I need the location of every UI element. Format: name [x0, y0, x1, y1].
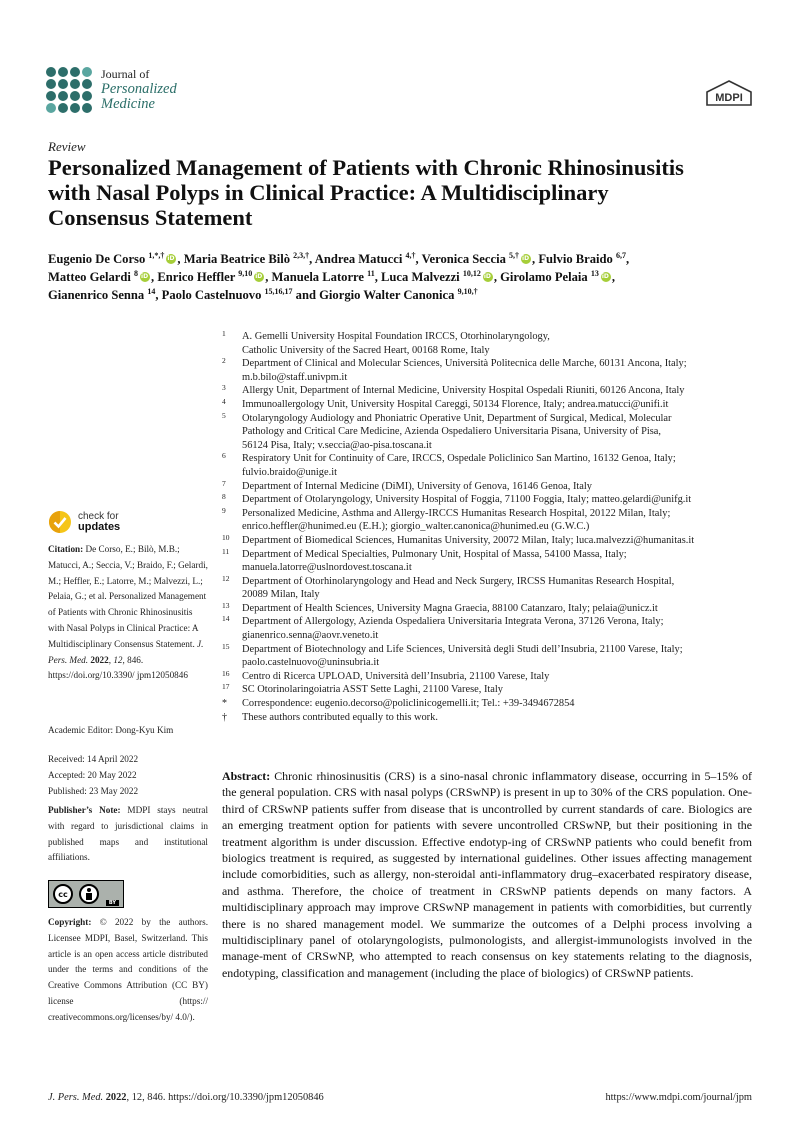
author-list: Eugenio De Corso $^{1,*,\dagger}$iD , Maria Beatrice Bilò $^{2,3,\dagger}$, Andrea Matucci $^{4,\dagger}$, Veronica Seccia $^{5,\dagger}$iD , Fulvio Braido $^{6,7}$, Matteo Gelardi $^8$iD , Enrico Heffler $^{9,10}$iD , Manuela Latorre $^{11}$, Luca Malvezzi $^{10,12}$iD , Girolamo Pelaia $^{13}$iD , Gianenrico Senna $^{14}$, Paolo Castelnuovo $^{15,16,17}$ and Giorgio Walter Canonica $^{9,10,\dagger}$: [48, 250, 748, 304]
orcid-icon[interactable]: [140, 272, 150, 282]
affiliation-line: Department of Biotechnology and Life Sciences, Università degli Studi dell’Insubria, 21100 Varese, Italy;: [242, 643, 683, 655]
affiliation-line: Department of Otolaryngology, University Hospital of Foggia, 71100 Foggia, Italy; matteo.gelardi@unifg.it: [242, 494, 692, 506]
orcid-icon[interactable]: [483, 272, 493, 282]
citation-year: 2022: [90, 654, 109, 665]
journal-name-line1: Journal of: [101, 67, 150, 81]
orcid-icon[interactable]: [166, 254, 176, 264]
author-affiliation-marker: 11: [367, 268, 375, 278]
author-name: Giorgio Walter Canonica: [319, 288, 458, 302]
author-affiliation-marker: 4,†: [405, 250, 416, 260]
affiliation-line: These authors contributed equally to this work.: [242, 711, 438, 723]
affiliation-number: *: [222, 698, 227, 710]
copyright-notice: [48, 915, 208, 1026]
affiliation-number: 15: [222, 641, 230, 651]
author-name: Maria Beatrice Bilò: [183, 252, 294, 266]
affiliation-line: A. Gemelli University Hospital Foundation IRCCS, Otorhinolaryngology,: [242, 331, 550, 342]
affiliation-item: [222, 330, 752, 357]
affiliation-item: [222, 697, 752, 711]
affiliation-item: [222, 493, 752, 507]
affiliation-line: Centro di Ricerca UPLOAD, Università dell’Insubria, 21100 Varese, Italy: [242, 670, 550, 682]
journal-name: [101, 67, 177, 112]
author-affiliation-marker: 9,10,†: [457, 286, 478, 296]
article-type: Review: [48, 139, 86, 154]
affiliation-line: Personalized Medicine, Asthma and Allergy-IRCCS Humanitas Research Hospital, 20122 Milan, Italy;: [242, 507, 671, 519]
affiliation-line: enrico.heffler@hunimed.eu (E.H.); giorgio_walter.canonica@hunimed.eu (G.W.C.): [242, 521, 590, 533]
affiliation-number: 6: [222, 451, 226, 461]
footer-journal-url[interactable]: https://www.mdpi.com/journal/jpm: [605, 1092, 752, 1103]
dates-block: [48, 752, 208, 799]
affiliation-line: Otolaryngology Audiology and Phoniatric Operative Unit, Department of Surgical, Medical, Molecular: [242, 412, 672, 424]
check-updates-icon: [48, 510, 72, 534]
date-received: Received: 14 April 2022: [48, 754, 139, 764]
orcid-icon[interactable]: [521, 254, 531, 264]
check-updates-line2: updates: [78, 521, 121, 533]
affiliation-number: 5: [222, 410, 226, 420]
author-affiliation-marker: 10,12: [462, 268, 481, 278]
affiliation-number: 11: [222, 546, 230, 556]
affiliation-line: Department of Clinical and Molecular Sciences, Università Politecnica delle Marche, 60131 Ancona, Italy;: [242, 358, 687, 370]
affiliation-line: Respiratory Unit for Continuity of Care, IRCCS, Ospedale Policlinico San Martino, 16132 Genoa, Italy;: [242, 453, 676, 465]
author-affiliation-marker: 8: [134, 268, 139, 278]
affiliation-number: 2: [222, 356, 226, 366]
affiliation-line: Allergy Unit, Department of Internal Medicine, University Hospital Ospedali Riuniti, 60126 Ancona, Italy: [242, 385, 685, 397]
mdpi-logo-text: MDPI: [715, 92, 743, 104]
affiliation-line: 20089 Milan, Italy: [242, 589, 320, 601]
affiliation-item: [222, 548, 752, 575]
date-accepted: Accepted: 20 May 2022: [48, 769, 137, 780]
author-name: Andrea Matucci: [314, 252, 406, 266]
affiliation-item: [222, 357, 752, 384]
affiliation-line: manuela.latorre@uslnordovest.toscana.it: [242, 562, 412, 574]
orcid-icon[interactable]: [254, 272, 264, 282]
author-affiliation-marker: 2,3,†: [293, 250, 310, 260]
affiliation-line: 56124 Pisa, Italy; v.seccia@ao-pisa.toscana.it: [242, 439, 432, 451]
page-footer: [48, 1092, 752, 1103]
citation-text: De Corso, E.; Bilò, M.B.; Matucci, A.; Seccia, V.; Braido, F.; Gelardi, M.; Heffler, E.; Latorre, M.; Malvezzi, L.; Pelaia, G.; et al. Personalized Management of Patients with Chronic Rhinosinusitis with Nasal Polyps in Clinical Practice: A Multidisciplinary Consensus Statement.: [48, 544, 208, 649]
affiliation-item: [222, 683, 752, 697]
affiliation-item: [222, 670, 752, 684]
author-name: Eugenio De Corso: [48, 252, 149, 266]
citation-block: Citation: De Corso, E.; Bilò, M.B.; Matucci, A.; Seccia, V.; Braido, F.; Gelardi, M.; Heffler, E.; Latorre, M.; Malvezzi, L.; Pelaia, G.; et al. Personalized Management of Patients with Chronic Rhinosinusitis with Nasal Polyps in Clinical Practice: A Multidisciplinary Consensus Statement. J. Pers. Med. 2022, 12, 846. https://doi.org/10.3390/ jpm12050846: [48, 544, 208, 681]
footer-journal: J. Pers. Med.: [48, 1092, 104, 1103]
abstract: [222, 768, 752, 981]
author-name: Girolamo Pelaia: [500, 270, 591, 284]
affiliation-number: 10: [222, 532, 230, 542]
affiliation-number: 17: [222, 682, 230, 692]
journal-logo: [46, 67, 96, 113]
affiliation-item: [222, 602, 752, 616]
footer-citation: [48, 1092, 324, 1103]
affiliation-line: Department of Medical Specialties, Pulmonary Unit, Hospital of Massa, 54100 Massa, Italy;: [242, 548, 627, 560]
attribution-person-icon: [79, 884, 99, 904]
author-name: Enrico Heffler: [157, 270, 239, 284]
affiliation-item: [222, 711, 752, 725]
author-affiliation-marker: 15,16,17: [264, 286, 293, 296]
affiliation-item: [222, 643, 752, 670]
mdpi-logo[interactable]: [705, 80, 753, 106]
affiliation-number: 4: [222, 396, 226, 406]
footer-year: 2022: [105, 1092, 127, 1103]
affiliation-line: Department of Biomedical Sciences, Humanitas University, 20072 Milan, Italy; luca.malvezzi@humanitas.it: [242, 534, 695, 546]
affiliation-number: 1: [222, 329, 226, 338]
citation-label: Citation:: [48, 544, 84, 554]
affiliation-line: paolo.castelnuovo@uninsubria.it: [242, 657, 380, 669]
citation-rest[interactable]: , 846. https://doi.org/10.3390/ jpm12050846: [48, 654, 188, 681]
affiliation-line: gianenrico.senna@aovr.veneto.it: [242, 630, 379, 642]
author-name: Paolo Castelnuovo: [161, 288, 265, 302]
cc-by-label: BY: [106, 900, 119, 906]
check-for-updates-badge[interactable]: [48, 510, 120, 534]
journal-name-line2: Personalized: [101, 81, 177, 97]
journal-name-line3: Medicine: [101, 96, 155, 112]
affiliation-number: 8: [222, 492, 226, 502]
affiliation-line: fulvio.braido@unige.it: [242, 466, 337, 478]
affiliation-item: [222, 480, 752, 494]
orcid-icon[interactable]: [601, 272, 611, 282]
author-name: Fulvio Braido: [538, 252, 616, 266]
affiliation-line: Department of Health Sciences, University Magna Graecia, 88100 Catanzaro, Italy; pelaia@unicz.it: [242, 602, 658, 614]
affiliation-line: Pathology and Critical Care Medicine, Azienda Ospedaliero Universitaria Pisana, University of Pisa,: [242, 426, 661, 438]
author-affiliation-marker: 6,7: [616, 250, 626, 260]
affiliation-item: [222, 507, 752, 534]
author-affiliation-marker: 9,10: [238, 268, 253, 278]
author-name: Gianenrico Senna: [48, 288, 148, 302]
affiliation-line: SC Otorinolaringoiatria ASST Sette Laghi, 21100 Varese, Italy: [242, 684, 503, 696]
academic-editor: Academic Editor: Dong-Kyu Kim: [48, 725, 174, 735]
check-updates-line1: check for: [78, 511, 119, 522]
affiliation-item: [222, 384, 752, 398]
affiliation-item: [222, 534, 752, 548]
author-affiliation-marker: 5,†: [509, 250, 520, 260]
footer-doi[interactable]: , 12, 846. https://doi.org/10.3390/jpm12050846: [126, 1092, 324, 1103]
author-name: Veronica Seccia: [421, 252, 510, 266]
citation-journal: J. Pers. Med.: [48, 638, 204, 665]
affiliation-line: Department of Allergology, Azienda Ospedaliera Universitaria Integrata Verona, 37126 Verona, Italy;: [242, 616, 664, 628]
copyright-text: © 2022 by the authors. Licensee MDPI, Basel, Switzerland. This article is an open access article distributed under the terms and conditions of the Creative Commons Attribution (CC BY) license (https:// creativecommons.org/licenses/by/ 4.0/).: [48, 917, 208, 1022]
author-affiliation-marker: 14: [147, 286, 156, 296]
affiliation-number: 14: [222, 614, 230, 624]
affiliation-item: [222, 575, 752, 602]
publisher-note: [48, 803, 208, 866]
copyright-label: Copyright:: [48, 917, 92, 927]
affiliation-item: [222, 452, 752, 479]
affiliations: [222, 330, 752, 724]
affiliation-item: [222, 398, 752, 412]
affiliation-line: Catholic University of the Sacred Heart, 00168 Rome, Italy: [242, 344, 490, 356]
affiliation-line: Correspondence: eugenio.decorso@policlinicogemelli.it; Tel.: +39-3494672854: [242, 698, 575, 710]
affiliation-number: 16: [222, 668, 230, 678]
affiliation-item: [222, 615, 752, 642]
affiliation-line: Department of Otorhinolaryngology and Head and Neck Surgery, IRCSS Humanitas Research Hospital,: [242, 575, 675, 587]
cc-icon: cc: [53, 884, 73, 904]
abstract-label: Abstract:: [222, 769, 271, 783]
publisher-note-label: Publisher’s Note:: [48, 805, 121, 815]
affiliation-number: 9: [222, 505, 226, 515]
abstract-text: Chronic rhinosinusitis (CRS) is a sino-nasal chronic inflammatory disease, occurring in 5–15% of the general population. CRS with nasal polyps (CRSwNP) is present in up to 30% of the CRS population. One-third of CRSwNP patients suffer from disease that is uncontrolled by current standards of care. Biologics are an emerging treatment option for patients with severe uncontrolled CRSwNP, but their positioning in the treatment algorithm is under discussion. Effective endotyp-ing of CRSwNP patients who could benefit from biologics treatment is required, as suggested by international guidelines. Other issues affecting management include comorbidities, such as allergy, non-steroidal anti-inflammatory drug–exacerbated respiratory disease, and asthma. Therefore, the choice of treatment in CRSwNP patients depends on many factors. A multidisciplinary approach may improve CRSwNP management in patients with comorbidities, but currently there is no shared management model. We summarize the outcomes of a Delphi process involving a multidisciplinary panel of otolaryngologists, pulmonologists, and allergist-immunologists involved in the manage-ment of CRSwNP, who attempted to reach consensus on key statements relating to the diagnosis, endotyping, classification and management (including the place of biologics) of CRSwNP patients.: [222, 769, 752, 980]
author-name: Matteo Gelardi: [48, 270, 135, 284]
affiliation-item: [222, 412, 752, 453]
affiliation-line: Immunoallergology Unit, University Hospital Careggi, 50134 Florence, Italy; andrea.matucci@unifi.it: [242, 398, 669, 410]
affiliation-number: 7: [222, 478, 226, 488]
affiliation-number: 13: [222, 600, 230, 610]
date-published: Published: 23 May 2022: [48, 785, 139, 796]
affiliation-number: 3: [222, 383, 226, 393]
article-title: Personalized Management of Patients with Chronic Rhinosinusitis with Nasal Polyps in Clinical Practice: A Multidisciplinary Consensus Statement: [48, 155, 684, 230]
affiliation-number: 12: [222, 573, 230, 583]
cc-by-license-badge[interactable]: [48, 880, 124, 908]
affiliation-line: Department of Internal Medicine (DiMI), University of Genova, 16146 Genoa, Italy: [242, 480, 592, 492]
author-affiliation-marker: 1,*,†: [148, 250, 165, 260]
affiliation-line: m.b.bilo@staff.univpm.it: [242, 371, 348, 383]
citation-volume: 12: [113, 654, 123, 665]
publisher-note-text: MDPI stays neutral with regard to jurisdictional claims in published maps and institutional affiliations.: [48, 805, 208, 863]
affiliation-number: †: [222, 711, 227, 723]
author-name: Manuela Latorre: [271, 270, 368, 284]
author-name: Luca Malvezzi: [381, 270, 463, 284]
author-affiliation-marker: 13: [590, 268, 599, 278]
